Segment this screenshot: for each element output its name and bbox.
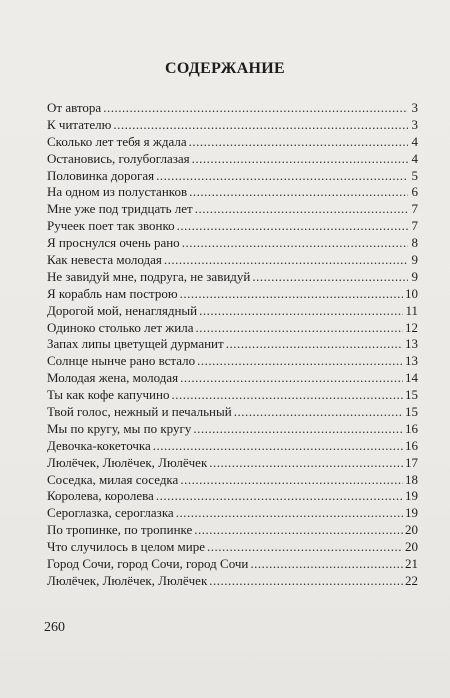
toc-entry-page: 3 bbox=[411, 99, 418, 115]
toc-entry-page: 22 bbox=[405, 572, 418, 588]
toc-dot-leader bbox=[153, 438, 403, 455]
toc-dot-leader bbox=[199, 303, 403, 320]
toc-entry bbox=[47, 218, 418, 235]
toc-entry-title: Мне уже под тридцать лет bbox=[47, 201, 193, 217]
toc-dot-leader bbox=[164, 252, 408, 269]
toc-entry-title: Половинка дорогая bbox=[47, 167, 155, 183]
toc-entry-title: Мы по кругу, мы по кругу bbox=[47, 420, 192, 436]
toc-dot-leader bbox=[209, 455, 403, 472]
toc-entry bbox=[47, 303, 418, 320]
toc-dot-leader bbox=[226, 336, 403, 353]
toc-entry bbox=[47, 505, 418, 522]
toc-dot-leader bbox=[180, 472, 403, 489]
toc-entry bbox=[47, 488, 418, 505]
toc-entry-page: 17 bbox=[405, 454, 418, 470]
toc-entry bbox=[47, 404, 418, 421]
toc-entry-title: Одиноко столько лет жила bbox=[47, 319, 194, 335]
toc-entry-title: Сколько лет тебя я ждала bbox=[47, 133, 187, 149]
toc-entry-page: 7 bbox=[411, 218, 418, 234]
toc-dot-leader bbox=[193, 421, 403, 438]
toc-entry bbox=[47, 438, 418, 455]
toc-dot-leader bbox=[189, 134, 408, 151]
toc-dot-leader bbox=[194, 522, 403, 539]
toc-entry bbox=[47, 387, 418, 404]
toc-dot-leader bbox=[197, 353, 403, 370]
toc-entry-title: Остановись, голубоглазая bbox=[47, 150, 190, 166]
page-number: 260 bbox=[44, 620, 65, 635]
toc-dot-leader bbox=[156, 488, 403, 505]
toc-entry-page: 4 bbox=[411, 133, 418, 149]
toc-dot-leader bbox=[252, 269, 408, 286]
table-of-contents bbox=[47, 100, 418, 590]
toc-dot-leader bbox=[207, 539, 403, 556]
toc-entry-page: 20 bbox=[405, 522, 418, 538]
toc-entry-page: 11 bbox=[405, 302, 418, 318]
toc-entry-page: 16 bbox=[405, 420, 418, 436]
toc-entry bbox=[47, 522, 418, 539]
toc-entry bbox=[47, 269, 418, 286]
toc-dot-leader bbox=[177, 218, 408, 235]
toc-dot-leader bbox=[171, 387, 403, 404]
toc-entry bbox=[47, 184, 418, 201]
toc-entry-page: 10 bbox=[405, 285, 418, 301]
toc-entry-page: 5 bbox=[411, 167, 418, 183]
toc-entry-page: 13 bbox=[405, 336, 418, 352]
toc-entry-page: 18 bbox=[405, 471, 418, 487]
toc-entry-page: 14 bbox=[405, 370, 418, 386]
toc-entry-page: 20 bbox=[405, 539, 418, 555]
toc-entry-title: Не завидуй мне, подруга, не завидуй bbox=[47, 268, 251, 284]
toc-entry bbox=[47, 472, 418, 489]
toc-entry bbox=[47, 320, 418, 337]
toc-entry-title: По тропинке, по тропинке bbox=[47, 522, 193, 538]
toc-dot-leader bbox=[180, 286, 403, 303]
toc-entry-title: Город Сочи, город Сочи, город Сочи bbox=[47, 556, 249, 572]
toc-entry-title: Что случилось в целом мире bbox=[47, 539, 206, 555]
toc-entry bbox=[47, 235, 418, 252]
toc-entry bbox=[47, 151, 418, 168]
toc-entry-title: Люлёчек, Люлёчек, Люлёчек bbox=[47, 454, 208, 470]
toc-dot-leader bbox=[180, 370, 403, 387]
toc-entry-title: Солнце нынче рано встало bbox=[47, 353, 196, 369]
toc-entry-page: 21 bbox=[405, 556, 418, 572]
toc-heading: СОДЕРЖАНИЕ bbox=[164, 60, 286, 77]
toc-entry-page: 15 bbox=[405, 404, 418, 420]
toc-dot-leader bbox=[209, 573, 403, 590]
toc-entry-page: 15 bbox=[405, 387, 418, 403]
toc-dot-leader bbox=[189, 184, 408, 201]
toc-entry-page: 8 bbox=[411, 235, 418, 251]
toc-entry-page: 4 bbox=[411, 150, 418, 166]
toc-dot-leader bbox=[182, 235, 408, 252]
toc-dot-leader bbox=[195, 320, 403, 337]
toc-entry-title: Сероглазка, сероглазка bbox=[47, 505, 174, 521]
toc-entry bbox=[47, 421, 418, 438]
toc-entry bbox=[47, 353, 418, 370]
toc-entry-title: Королева, королева bbox=[47, 488, 154, 504]
toc-dot-leader bbox=[156, 168, 408, 185]
toc-entry bbox=[47, 201, 418, 218]
toc-entry-title: Запах липы цветущей дурманит bbox=[47, 336, 224, 352]
toc-entry bbox=[47, 252, 418, 269]
toc-entry bbox=[47, 100, 418, 117]
toc-entry-title: Твой голос, нежный и печальный bbox=[47, 404, 232, 420]
toc-entry-page: 6 bbox=[411, 184, 418, 200]
toc-entry bbox=[47, 168, 418, 185]
toc-entry-page: 19 bbox=[405, 505, 418, 521]
toc-entry bbox=[47, 455, 418, 472]
toc-entry-page: 9 bbox=[411, 268, 418, 284]
toc-entry-page: 19 bbox=[405, 488, 418, 504]
toc-entry-title: Молодая жена, молодая bbox=[47, 370, 179, 386]
toc-entry bbox=[47, 336, 418, 353]
toc-dot-leader bbox=[234, 404, 403, 421]
toc-entry bbox=[47, 134, 418, 151]
toc-entry-title: Как невеста молодая bbox=[47, 252, 162, 267]
toc-entry-title: На одном из полустанков bbox=[47, 184, 188, 200]
toc-entry-page: 16 bbox=[405, 437, 418, 453]
toc-entry-page: 7 bbox=[411, 201, 418, 217]
toc-entry-title: От автора bbox=[47, 99, 102, 115]
toc-entry bbox=[47, 573, 418, 590]
toc-entry-page: 3 bbox=[411, 116, 418, 132]
toc-entry-title: Люлёчек, Люлёчек, Люлёчек bbox=[47, 572, 208, 588]
toc-entry-title: Ты как кофе капучино bbox=[47, 387, 170, 403]
toc-dot-leader bbox=[176, 505, 403, 522]
toc-entry-title: Соседка, милая соседка bbox=[47, 471, 179, 487]
toc-entry-title: Дорогой мой, ненаглядный bbox=[47, 302, 198, 318]
toc-entry-title: Я корабль нам построю bbox=[47, 285, 178, 301]
toc-entry-title: Ручеек поет так звонко bbox=[47, 218, 175, 234]
toc-dot-leader bbox=[195, 201, 408, 218]
toc-dot-leader bbox=[103, 100, 408, 117]
toc-entry-page: 12 bbox=[405, 319, 418, 335]
toc-entry-title: Девочка-кокеточка bbox=[47, 437, 151, 453]
toc-entry-page: 13 bbox=[405, 353, 418, 369]
toc-entry-page: 9 bbox=[411, 252, 418, 267]
toc-dot-leader bbox=[113, 117, 408, 134]
toc-entry bbox=[47, 556, 418, 573]
toc-entry-title: Я проснулся очень рано bbox=[47, 235, 180, 251]
toc-dot-leader bbox=[250, 556, 403, 573]
toc-entry bbox=[47, 370, 418, 387]
toc-dot-leader bbox=[192, 151, 408, 168]
toc-entry bbox=[47, 286, 418, 303]
toc-entry bbox=[47, 539, 418, 556]
toc-entry-title: К читателю bbox=[47, 116, 112, 132]
toc-entry bbox=[47, 117, 418, 134]
